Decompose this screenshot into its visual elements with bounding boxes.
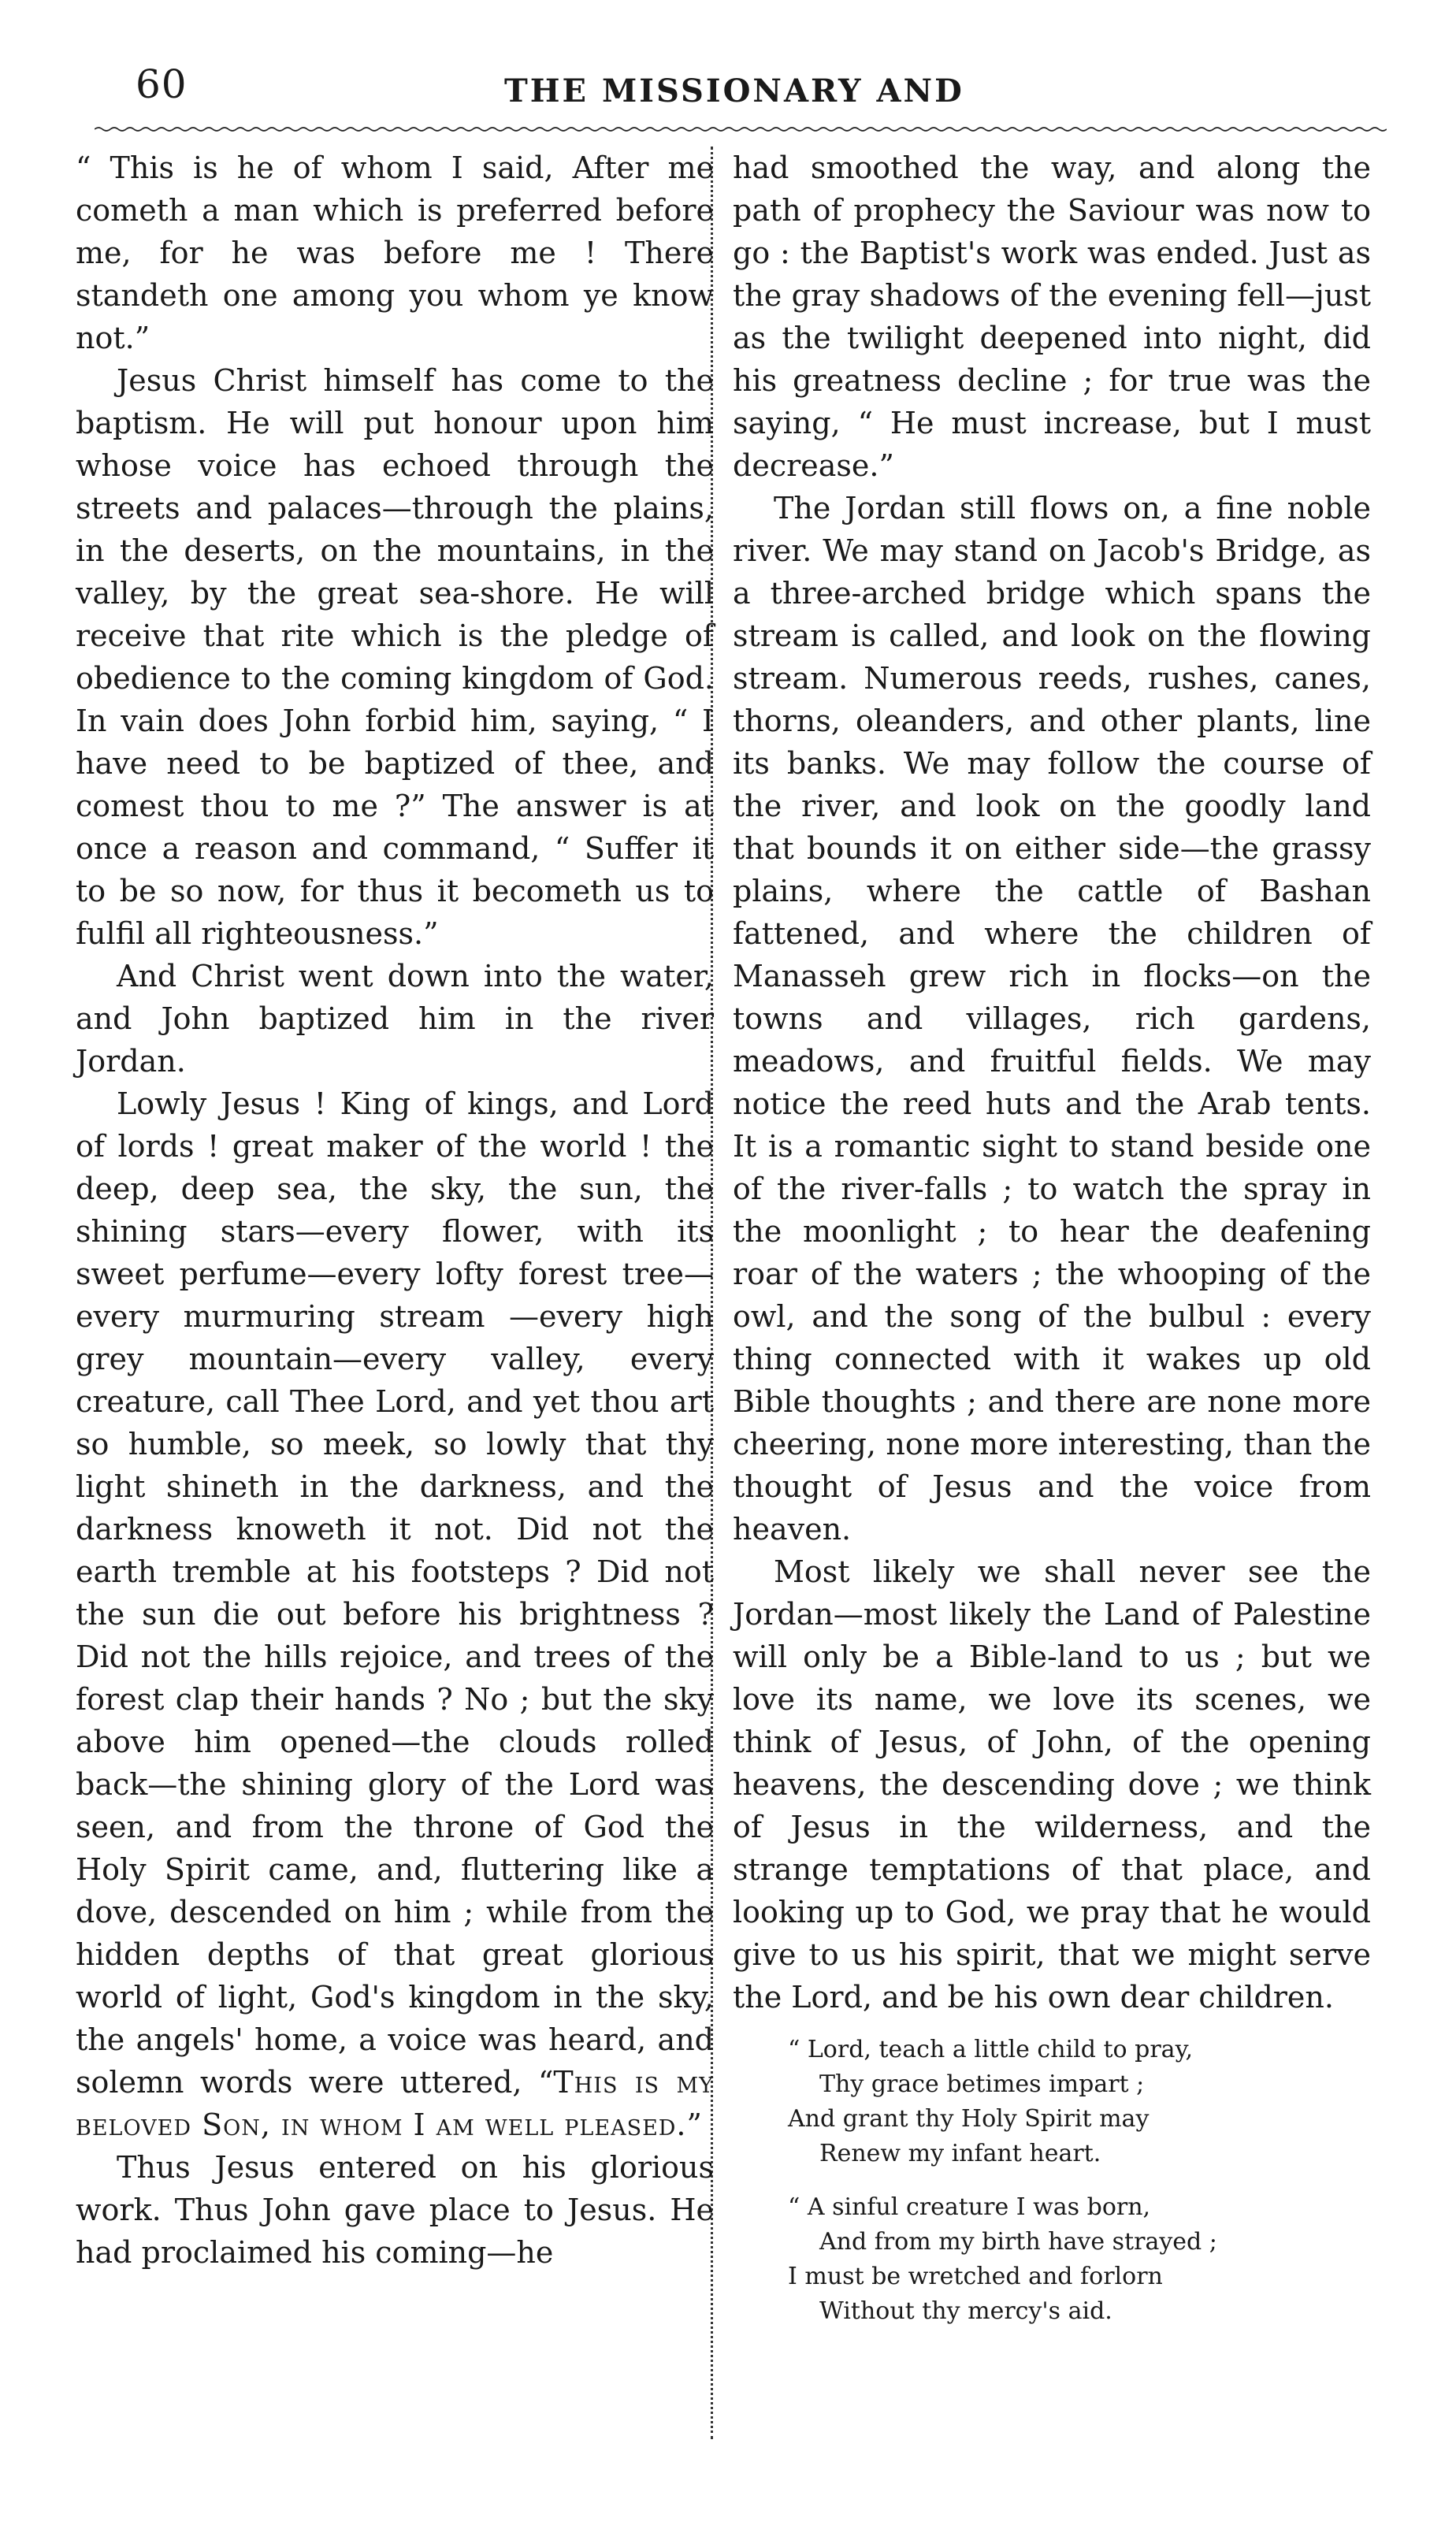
hymn-line: Thy grace betimes impart ; [819,2070,1145,2098]
running-title: THE MISSIONARY AND [504,72,964,110]
left-column [76,147,714,2274]
hymn-line: Renew my infant heart. [819,2140,1101,2167]
hymn-stanza-1 [788,2033,1371,2171]
scripture-quote-smallcaps: This is my beloved Son, in whom I am well pleased. [76,2065,714,2142]
hymn-line: I must be wretched and forlorn [788,2263,1163,2290]
hymn-line: “ Lord, teach a little child to pray, [788,2036,1194,2063]
left-paragraph-4-end: ” [686,2107,702,2142]
left-paragraph-1: “ This is he of whom I said, After me cometh a man which is preferred before me, for he was before me ! There standeth one among you whom ye know not.” [76,150,714,355]
hymn-line: And grant thy Holy Spirit may [788,2105,1150,2133]
left-paragraph-2: Jesus Christ himself has come to the baptism. He will put honour upon him whose voice has echoed through the streets and palaces—through the plains, in the deserts, on the mountains, in the valley, by the great sea-shore. He will receive that rite which is the pledge of obedience to the coming kingdom of God. In vain does John forbid him, saying, “ I have need to be baptized of thee, and comest thou to me ?” The answer is at once a reason and command, “ Suffer it to be so now, for thus it becometh us to fulfil all righteousness.” [76,363,714,951]
hymn-line: “ A sinful creature I was born, [788,2193,1151,2221]
right-paragraph-2: The Jordan still flows on, a fine noble river. We may stand on Jacob's Bridge, as a three-arched bridge which spans the stream is called, and look on the flowing stream. Numerous reeds, rushes, canes, thorns, oleanders, and other plants, line its banks. We may follow the course of the river, and look on the goodly land that bounds it on either side—the grassy plains, where the cattle of Bashan fattened, and where the children of Manasseh grew rich in flocks—on the towns and villages, rich gardens, meadows, and fruitful fields. We may notice the reed huts and the Arab tents. It is a romantic sight to stand beside one of the river-falls ; to watch the spray in the moonlight ; to hear the deafening roar of the waters ; the whooping of the owl, and the song of the bulbul : every thing connected with it wakes up old Bible thoughts ; and there are none more cheering, none more interesting, than the thought of Jesus and the voice from heaven. [733,491,1371,1547]
page-number: 60 [136,61,188,107]
right-paragraph-3: Most likely we shall never see the Jordan—most likely the Land of Palestine will only be a Bible-land to us ; but we love its name, we love its scenes, we think of Jesus, of John, of the opening heavens, the descending dove ; we think of Jesus in the wilderness, and the strange temptations of that place, and looking up to God, we pray that he would give to us his spirit, that we might serve the Lord, and be his own dear children. [733,1554,1371,2015]
right-column [733,147,1371,2348]
hymn-line: And from my birth have strayed ; [819,2228,1217,2256]
hymn-poem [788,2033,1371,2329]
hymn-line: Without thy mercy's aid. [819,2297,1112,2325]
left-paragraph-4 [76,1082,714,2146]
left-paragraph-5: Thus Jesus entered on his glorious work. Thus John gave place to Jesus. He had proclaimed his coming—he [76,2150,714,2270]
header-wavy-rule [95,126,1387,132]
left-paragraph-3: And Christ went down into the water, and John baptized him in the river Jordan. [76,959,714,1079]
right-paragraph-1: had smoothed the way, and along the path of prophecy the Saviour was now to go : the Baptist's work was ended. Just as the gray shadows of the evening fell—just as the twilight deepened into night, did his greatness decline ; for true was the saying, “ He must increase, but I must decrease.” [733,150,1371,483]
left-paragraph-4-text: Lowly Jesus ! King of kings, and Lord of lords ! great maker of the world ! the deep, deep sea, the sky, the sun, the shining stars—every flower, with its sweet perfume—every lofty forest tree—every murmuring stream —every high grey mountain—every valley, every creature, call Thee Lord, and yet thou art so humble, so meek, so lowly that thy light shineth in the darkness, and the darkness knoweth it not. Did not the earth tremble at his footsteps ? Did not the sun die out before his brightness ? Did not the hills rejoice, and trees of the forest clap their hands ? No ; but the sky above him opened—the clouds rolled back—the shining glory of the Lord was seen, and from the throne of God the Holy Spirit came, and, fluttering like a dove, descended on him ; while from the hidden depths of that great glorious world of light, God's kingdom in the sky, the angels' home, a voice was heard, and solemn words were uttered, “ [76,1086,714,2100]
hymn-stanza-2 [788,2190,1371,2329]
